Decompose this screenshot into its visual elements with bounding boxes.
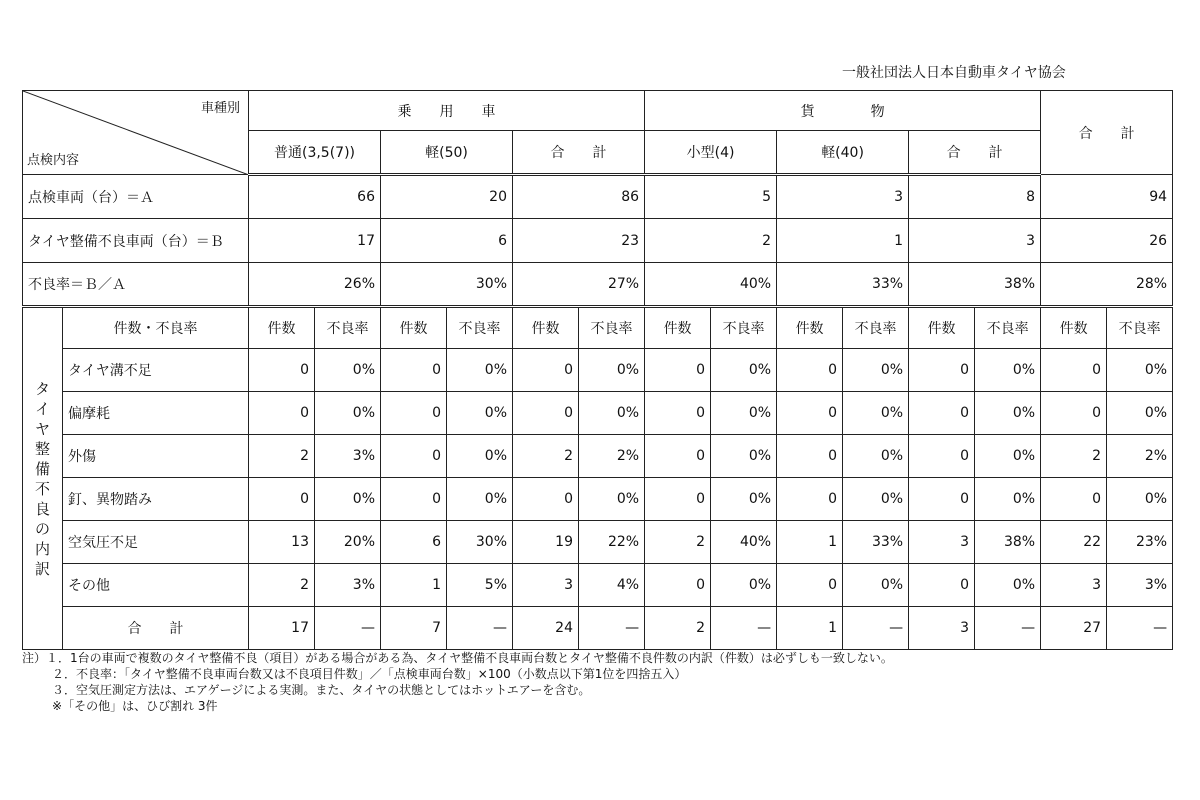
footnote-text: 「その他」は、ひび割れ 3件 <box>62 699 218 713</box>
footnotes <box>22 650 1182 714</box>
count-cell: 0 <box>249 349 315 392</box>
breakdown-row-label: 釘、異物踏み <box>63 478 249 521</box>
rate-cell: 0% <box>447 349 513 392</box>
count-cell: 0 <box>249 478 315 521</box>
rate-cell: 30% <box>447 521 513 564</box>
summary-value-cell: 3 <box>909 219 1041 263</box>
breakdown-row <box>23 435 1173 478</box>
rate-cell: 3% <box>1107 564 1173 607</box>
summary-value-cell: 5 <box>645 175 777 219</box>
count-cell: 0 <box>777 478 843 521</box>
summary-value-cell: 1 <box>777 219 909 263</box>
rate-cell: 33% <box>843 521 909 564</box>
count-cell: 0 <box>1041 349 1107 392</box>
rate-cell: 3% <box>315 564 381 607</box>
count-cell: 0 <box>381 349 447 392</box>
count-cell: 0 <box>909 564 975 607</box>
breakdown-header-row <box>23 307 1173 349</box>
summary-value-cell: 30% <box>381 263 513 307</box>
count-cell: 6 <box>381 521 447 564</box>
count-cell: 1 <box>777 521 843 564</box>
summary-value-cell: 40% <box>645 263 777 307</box>
count-cell: 0 <box>381 435 447 478</box>
rate-cell: 0% <box>843 435 909 478</box>
count-cell: 0 <box>645 349 711 392</box>
breakdown-row <box>23 392 1173 435</box>
rate-cell: — <box>315 607 381 650</box>
rate-cell: 0% <box>579 392 645 435</box>
breakdown-row-label: その他 <box>63 564 249 607</box>
summary-value-cell: 6 <box>381 219 513 263</box>
rate-cell: 0% <box>1107 478 1173 521</box>
rate-column-header: 不良率 <box>711 307 777 349</box>
count-cell: 0 <box>249 392 315 435</box>
sub-header-cell: 合 計 <box>513 131 645 175</box>
count-column-header: 件数 <box>513 307 579 349</box>
rate-cell: 0% <box>447 478 513 521</box>
breakdown-row <box>23 478 1173 521</box>
count-cell: 2 <box>645 607 711 650</box>
count-cell: 24 <box>513 607 579 650</box>
grand-total-header: 合 計 <box>1041 91 1173 175</box>
count-cell: 2 <box>1041 435 1107 478</box>
count-cell: 0 <box>645 478 711 521</box>
breakdown-side-text: タイヤ整備不良の内訳 <box>34 379 50 578</box>
count-cell: 0 <box>909 392 975 435</box>
rate-cell: 0% <box>711 349 777 392</box>
rate-cell: 0% <box>315 392 381 435</box>
rate-cell: — <box>1107 607 1173 650</box>
rate-cell: 0% <box>1107 349 1173 392</box>
rate-cell: 0% <box>843 564 909 607</box>
rate-column-header: 不良率 <box>843 307 909 349</box>
corner-header-cell <box>23 91 249 175</box>
count-cell: 2 <box>249 435 315 478</box>
summary-value-cell: 8 <box>909 175 1041 219</box>
count-cell: 0 <box>513 478 579 521</box>
sub-header-cell: 合 計 <box>909 131 1041 175</box>
count-cell: 0 <box>777 392 843 435</box>
summary-value-cell: 20 <box>381 175 513 219</box>
rate-cell: 0% <box>843 392 909 435</box>
footnote <box>22 666 1182 682</box>
summary-row <box>23 175 1173 219</box>
sub-header-cell: 小型(4) <box>645 131 777 175</box>
count-cell: 0 <box>1041 478 1107 521</box>
rate-cell: 0% <box>975 564 1041 607</box>
breakdown-row-label: 偏摩耗 <box>63 392 249 435</box>
count-cell: 3 <box>909 521 975 564</box>
footnote-prefix: ３． <box>52 683 77 697</box>
rate-cell: 20% <box>315 521 381 564</box>
count-cell: 17 <box>249 607 315 650</box>
rate-cell: 0% <box>579 349 645 392</box>
count-column-header: 件数 <box>249 307 315 349</box>
summary-value-cell: 66 <box>249 175 381 219</box>
count-cell: 0 <box>909 349 975 392</box>
sub-header-cell: 軽(40) <box>777 131 909 175</box>
rate-column-header: 不良率 <box>447 307 513 349</box>
count-cell: 3 <box>909 607 975 650</box>
summary-value-cell: 38% <box>909 263 1041 307</box>
count-cell: 1 <box>381 564 447 607</box>
rate-cell: 22% <box>579 521 645 564</box>
rate-cell: — <box>843 607 909 650</box>
rate-cell: 0% <box>315 478 381 521</box>
breakdown-row-label: タイヤ溝不足 <box>63 349 249 392</box>
count-column-header: 件数 <box>645 307 711 349</box>
rate-cell: 23% <box>1107 521 1173 564</box>
count-cell: 0 <box>1041 392 1107 435</box>
rate-cell: 2% <box>1107 435 1173 478</box>
rate-cell: 0% <box>1107 392 1173 435</box>
count-cell: 3 <box>513 564 579 607</box>
summary-value-cell: 27% <box>513 263 645 307</box>
count-cell: 19 <box>513 521 579 564</box>
rate-cell: 40% <box>711 521 777 564</box>
cargo-header: 貨 物 <box>645 91 1041 131</box>
rate-column-header: 不良率 <box>975 307 1041 349</box>
count-cell: 0 <box>645 564 711 607</box>
count-column-header: 件数 <box>777 307 843 349</box>
count-cell: 1 <box>777 607 843 650</box>
count-cell: 7 <box>381 607 447 650</box>
rate-column-header: 不良率 <box>1107 307 1173 349</box>
footnote <box>22 650 1182 666</box>
rate-cell: 0% <box>447 392 513 435</box>
breakdown-row-label: 空気圧不足 <box>63 521 249 564</box>
footnote-prefix: ２． <box>52 667 77 681</box>
breakdown-row-label: 外傷 <box>63 435 249 478</box>
footnote <box>22 698 1182 714</box>
count-cell: 0 <box>909 435 975 478</box>
footnote <box>22 682 1182 698</box>
rate-cell: 0% <box>843 478 909 521</box>
rate-cell: 0% <box>975 435 1041 478</box>
count-cell: 0 <box>777 564 843 607</box>
rate-cell: — <box>579 607 645 650</box>
summary-row-label: 点検車両（台）＝Ａ <box>23 175 249 219</box>
summary-value-cell: 23 <box>513 219 645 263</box>
rate-cell: 0% <box>711 478 777 521</box>
inspection-content-label: 点検内容 <box>27 153 80 168</box>
rate-cell: 0% <box>579 478 645 521</box>
count-column-header: 件数 <box>909 307 975 349</box>
rate-cell: 0% <box>447 435 513 478</box>
summary-row <box>23 263 1173 307</box>
count-cell: 0 <box>645 392 711 435</box>
summary-row <box>23 219 1173 263</box>
breakdown-row <box>23 564 1173 607</box>
summary-value-cell: 28% <box>1041 263 1173 307</box>
footnote-text: 空気圧測定方法は、エアゲージによる実測。また、タイヤの状態としてはホットエアーを含む。 <box>76 683 591 697</box>
footnote-text: 1台の車両で複数のタイヤ整備不良（項目）がある場合がある為、タイヤ整備不良車両台数とタイヤ整備不良件数の内訳（件数）は必ずしも一致しない。 <box>70 651 893 665</box>
rate-cell: 0% <box>975 478 1041 521</box>
sub-header-cell: 軽(50) <box>381 131 513 175</box>
rate-cell: 0% <box>975 349 1041 392</box>
rate-cell: — <box>975 607 1041 650</box>
passenger-car-header: 乗 用 車 <box>249 91 645 131</box>
rate-cell: 0% <box>711 564 777 607</box>
breakdown-side-label <box>23 307 63 650</box>
count-column-header: 件数 <box>381 307 447 349</box>
count-cell: 27 <box>1041 607 1107 650</box>
rate-cell: 5% <box>447 564 513 607</box>
count-cell: 0 <box>381 478 447 521</box>
tire-inspection-table <box>22 90 1173 650</box>
rate-cell: 0% <box>843 349 909 392</box>
rate-cell: — <box>447 607 513 650</box>
summary-value-cell: 94 <box>1041 175 1173 219</box>
footnote-text: 不良率：「タイヤ整備不良車両台数又は不良項目件数」／「点検車両台数」×100（小数点以下第1位を四捨五入） <box>76 667 687 681</box>
count-cell: 2 <box>645 521 711 564</box>
rate-cell: 0% <box>975 392 1041 435</box>
summary-value-cell: 26% <box>249 263 381 307</box>
breakdown-row <box>23 521 1173 564</box>
footnote-prefix: 注）１． <box>22 651 71 665</box>
count-column-header: 件数 <box>1041 307 1107 349</box>
rate-cell: 0% <box>711 392 777 435</box>
breakdown-header-label: 件数・不良率 <box>63 307 249 349</box>
sub-header-cell: 普通(3,5(7)) <box>249 131 381 175</box>
rate-cell: 0% <box>711 435 777 478</box>
summary-value-cell: 17 <box>249 219 381 263</box>
rate-cell: 38% <box>975 521 1041 564</box>
rate-cell: — <box>711 607 777 650</box>
breakdown-row <box>23 349 1173 392</box>
count-cell: 2 <box>513 435 579 478</box>
summary-value-cell: 26 <box>1041 219 1173 263</box>
summary-value-cell: 86 <box>513 175 645 219</box>
count-cell: 0 <box>909 478 975 521</box>
count-cell: 22 <box>1041 521 1107 564</box>
count-cell: 13 <box>249 521 315 564</box>
count-cell: 0 <box>513 349 579 392</box>
count-cell: 0 <box>381 392 447 435</box>
summary-value-cell: 3 <box>777 175 909 219</box>
count-cell: 0 <box>513 392 579 435</box>
rate-cell: 0% <box>315 349 381 392</box>
breakdown-row-label: 合 計 <box>63 607 249 650</box>
organization-name: 一般社団法人日本自動車タイヤ協会 <box>842 65 1066 81</box>
summary-value-cell: 2 <box>645 219 777 263</box>
count-cell: 0 <box>777 435 843 478</box>
count-cell: 2 <box>249 564 315 607</box>
rate-cell: 4% <box>579 564 645 607</box>
count-cell: 0 <box>777 349 843 392</box>
footnote-prefix: ※ <box>52 699 63 713</box>
rate-column-header: 不良率 <box>315 307 381 349</box>
count-cell: 3 <box>1041 564 1107 607</box>
rate-cell: 3% <box>315 435 381 478</box>
breakdown-total-row <box>23 607 1173 650</box>
rate-column-header: 不良率 <box>579 307 645 349</box>
summary-row-label: タイヤ整備不良車両（台）＝Ｂ <box>23 219 249 263</box>
count-cell: 0 <box>645 435 711 478</box>
summary-row-label: 不良率＝Ｂ／Ａ <box>23 263 249 307</box>
vehicle-type-label: 車種別 <box>200 101 240 116</box>
rate-cell: 2% <box>579 435 645 478</box>
summary-value-cell: 33% <box>777 263 909 307</box>
